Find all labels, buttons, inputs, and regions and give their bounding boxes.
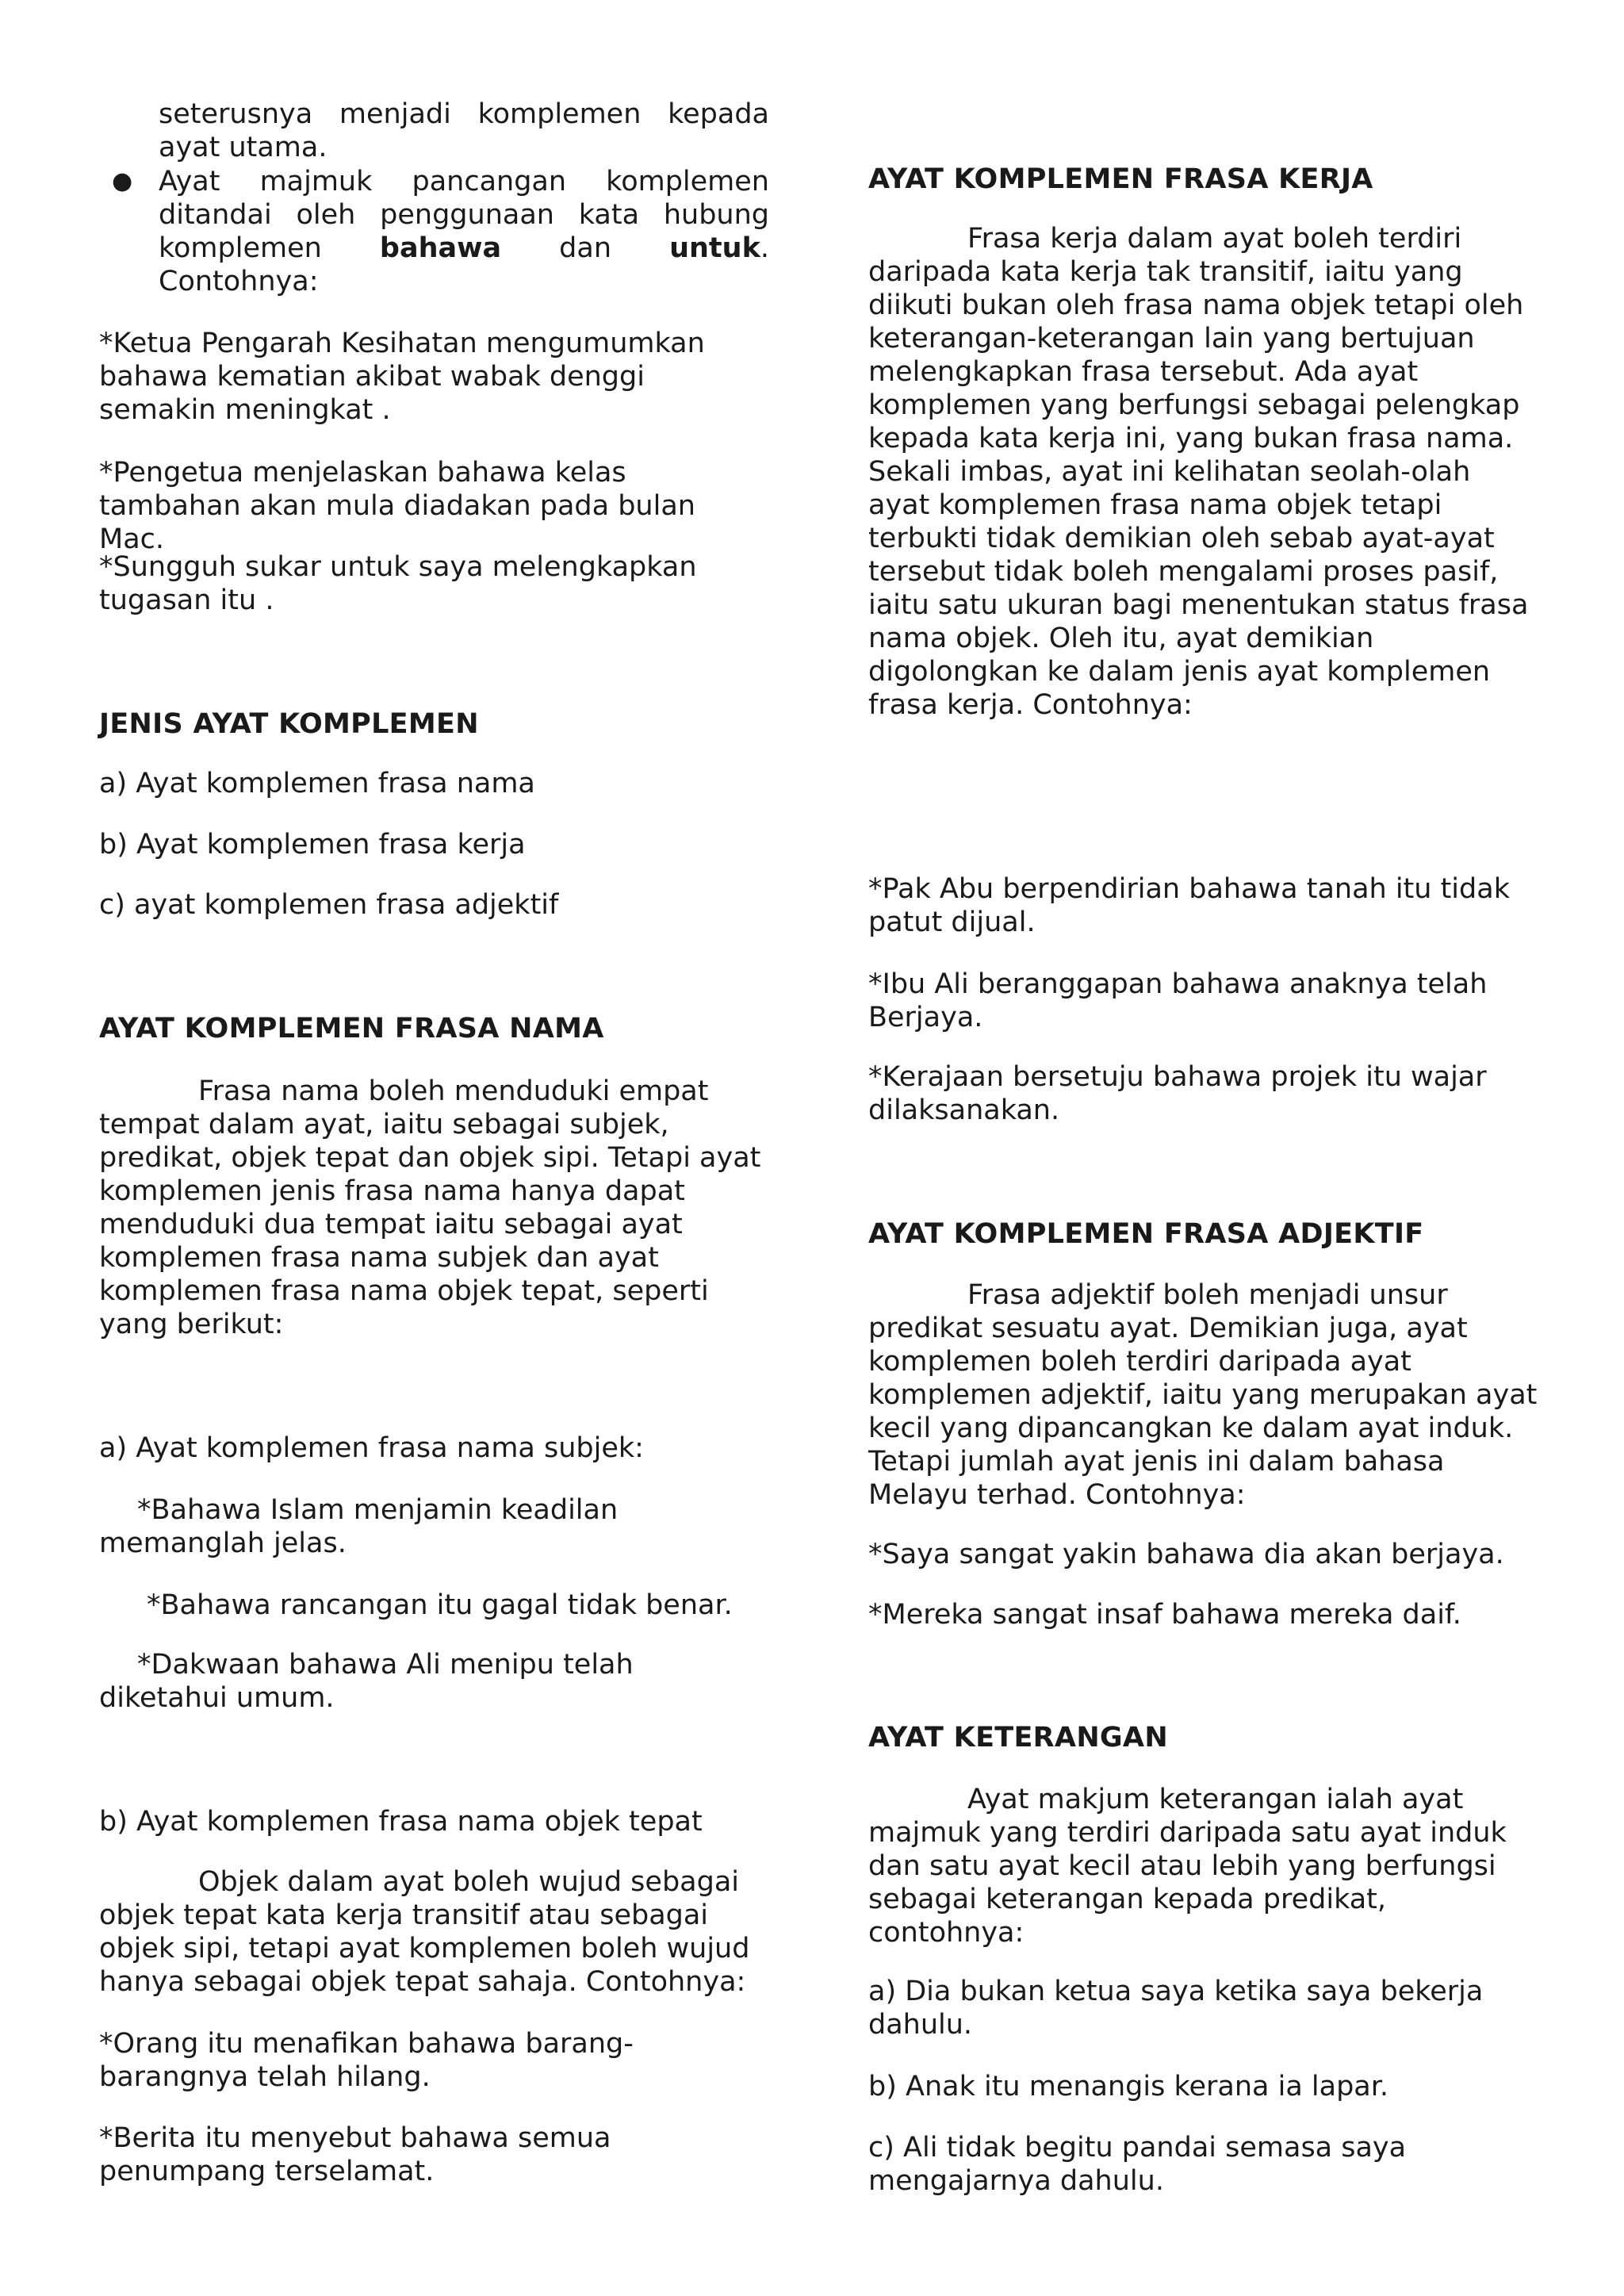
heading-ayat-keterangan: AYAT KETERANGAN [868,1722,1168,1754]
bullet-icon: ● [112,167,133,195]
example-sentence: *Saya sangat yakin bahawa dia akan berjaya. [868,1539,1504,1570]
heading-frasa-kerja: AYAT KOMPLEMEN FRASA KERJA [868,163,1373,195]
list-item: b) Anak itu menangis kerana ia lapar. [868,2071,1389,2102]
list-item: a) Dia bukan ketua saya ketika saya bekerja dahulu. [868,1976,1484,2041]
heading-frasa-nama: AYAT KOMPLEMEN FRASA NAMA [99,1013,604,1045]
bullet-text-mid: dan [559,232,612,264]
example-sentence: *Bahawa Islam menjamin keadilan memanglah jelas. [99,1494,619,1559]
paragraph-frasa-adjektif: Frasa adjektif boleh menjadi unsur predikat sesuatu ayat. Demikian juga, ayat komplemen boleh terdiri daripada ayat komplemen adjektif, iaitu yang merupakan ayat kecil yang dipancangkan ke dalam ayat induk. Tetapi jumlah ayat jenis ini dalam bahasa Melayu terhad. Contohnya: [868,1279,1538,1511]
paragraph-frasa-nama: Frasa nama boleh menduduki empat tempat dalam ayat, iaitu sebagai subjek, predikat, objek tepat dan objek sipi. Tetapi ayat komplemen jenis frasa nama hanya dapat menduduki dua tempat iaitu sebagai ayat komplemen frasa nama subjek dan ayat komplemen frasa nama objek tepat, seperti yang berikut: [99,1075,761,1340]
paragraph-ayat-keterangan: Ayat makjum keterangan ialah ayat majmuk yang terdiri daripada satu ayat induk dan satu ayat kecil atau lebih yang berfungsi sebagai keterangan kepada predikat, contohnya: [868,1784,1507,1949]
heading-frasa-adjektif: AYAT KOMPLEMEN FRASA ADJEKTIF [868,1218,1424,1250]
example-sentence: *Dakwaan bahawa Ali menipu telah diketahui umum. [99,1649,634,1714]
list-item: c) ayat komplemen frasa adjektif [99,889,559,921]
continued-bullet-text: seterusnya menjadi komplemen kepada ayat utama. [159,98,769,163]
bullet-item-komplemen [99,165,769,298]
example-sentence: *Ketua Pengarah Kesihatan mengumumkan bahawa kematian akibat wabak denggi semakin meningkat . [99,328,705,426]
example-sentence: *Kerajaan bersetuju bahawa projek itu wajar dilaksanakan. [868,1061,1487,1126]
paragraph-objek-tepat: Objek dalam ayat boleh wujud sebagai objek tepat kata kerja transitif atau sebagai objek sipi, tetapi ayat komplemen boleh wujud hanya sebagai objek tepat sahaja. Contohnya: [99,1866,750,1998]
keyword-untuk: untuk [669,232,760,264]
example-sentence: *Pak Abu berpendirian bahawa tanah itu tidak patut dijual. [868,873,1510,938]
example-sentence: *Bahawa rancangan itu gagal tidak benar. [147,1589,733,1621]
list-item: b) Ayat komplemen frasa kerja [99,829,526,861]
list-item: a) Ayat komplemen frasa nama [99,768,535,799]
subheading-subjek: a) Ayat komplemen frasa nama subjek: [99,1432,644,1464]
example-sentence: *Mereka sangat insaf bahawa mereka daif. [868,1599,1461,1631]
keyword-bahawa: bahawa [379,232,502,264]
example-sentence: *Berita itu menyebut bahawa semua penumpang terselamat. [99,2122,611,2187]
bullet-text: Ayat majmuk pancangan komplemen ditandai oleh penggunaan kata hubung komplemen [159,166,769,264]
example-sentence: *Sungguh sukar untuk saya melengkapkan tugasan itu . [99,551,697,616]
list-item: c) Ali tidak begitu pandai semasa saya mengajarnya dahulu. [868,2132,1407,2197]
example-sentence: *Pengetua menjelaskan bahawa kelas tambahan akan mula diadakan pada bulan Mac. [99,457,695,555]
bullet-text-end: . Contohnya: [159,232,769,297]
example-sentence: *Orang itu menafikan bahawa barang-barangnya telah hilang. [99,2028,634,2093]
heading-jenis-ayat-komplemen: JENIS AYAT KOMPLEMEN [99,708,479,740]
example-sentence: *Ibu Ali beranggapan bahawa anaknya telah Berjaya. [868,968,1488,1033]
subheading-objek-tepat: b) Ayat komplemen frasa nama objek tepat [99,1806,703,1838]
paragraph-frasa-kerja: Frasa kerja dalam ayat boleh terdiri daripada kata kerja tak transitif, iaitu yang diikuti bukan oleh frasa nama objek tetapi oleh keterangan-keterangan lain yang bertujuan melengkapkan frasa tersebut. Ada ayat komplemen yang berfungsi sebagai pelengkap kepada kata kerja ini, yang bukan frasa nama. Sekali imbas, ayat ini kelihatan seolah-olah ayat komplemen frasa nama objek tetapi terbukti tidak demikian oleh sebab ayat-ayat tersebut tidak boleh mengalami proses pasif, iaitu satu ukuran bagi menentukan status frasa nama objek. Oleh itu, ayat demikian digolongkan ke dalam jenis ayat komplemen frasa kerja. Contohnya: [868,223,1529,721]
